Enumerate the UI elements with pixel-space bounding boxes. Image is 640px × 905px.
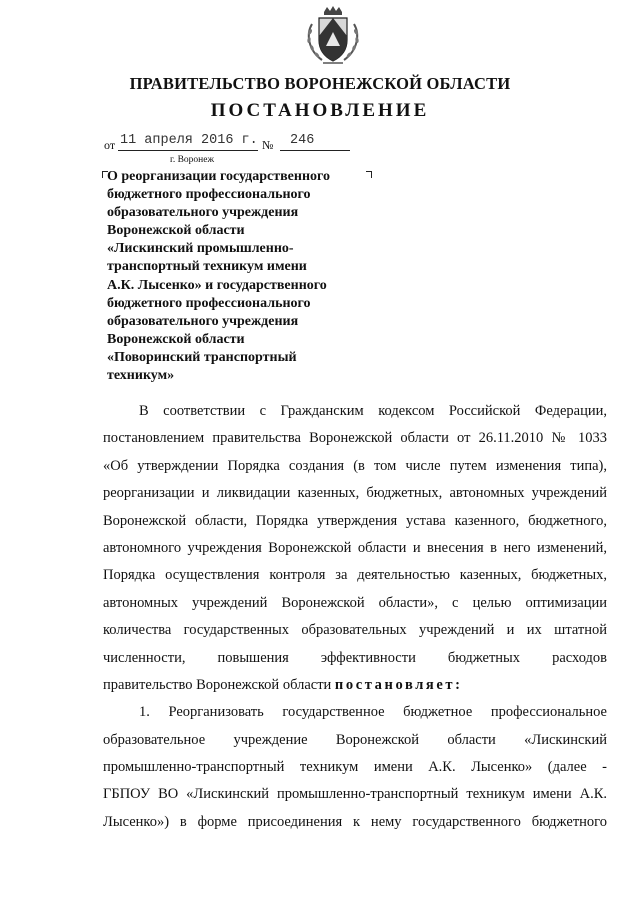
body-line: В соответствии с Гражданским кодексом Российской Федерации, bbox=[139, 403, 607, 419]
body-line: постановлением правительства Воронежской области от 26.11.2010 № 1033 bbox=[103, 430, 607, 447]
body-line: «Об утверждении Порядка создания (в том числе путем изменения типа), bbox=[103, 457, 607, 474]
date-label: от bbox=[104, 138, 116, 152]
subject-line: А.К. Лысенко» и государственного bbox=[107, 277, 327, 293]
body-line: численности, повышения эффективности бюджетных расходов bbox=[103, 649, 607, 666]
body-line: промышленно-транспортный техникум имени А.К. Лысенко» (далее - bbox=[103, 759, 607, 776]
date-value: 11 апреля 2016 г. bbox=[120, 133, 258, 148]
body-line: автономного учреждения Воронежской области и внесения в него изменений, bbox=[103, 539, 607, 556]
subject-line: бюджетного профессионального bbox=[107, 187, 311, 203]
date-underline bbox=[118, 150, 258, 151]
body-line: автономных учреждений Воронежской области», с целью оптимизации bbox=[103, 594, 607, 611]
city: г. Воронеж bbox=[170, 155, 215, 165]
number-underline bbox=[280, 150, 350, 151]
government-name: ПРАВИТЕЛЬСТВО ВОРОНЕЖСКОЙ ОБЛАСТИ bbox=[129, 74, 511, 93]
coat-of-arms-icon bbox=[300, 6, 366, 68]
body-line: образовательное учреждение Воронежской области «Лискинский bbox=[103, 731, 607, 748]
number-value: 246 bbox=[290, 133, 315, 148]
body-line-resolution bbox=[103, 672, 607, 699]
subject-line: бюджетного профессионального bbox=[107, 295, 311, 311]
subject-line: Воронежской области bbox=[107, 331, 245, 347]
subject-line: техникум» bbox=[107, 368, 175, 384]
subject-line: транспортный техникум имени bbox=[107, 259, 307, 275]
subject-line: образовательного учреждения bbox=[107, 313, 299, 329]
subject-line: О реорганизации государственного bbox=[107, 169, 331, 184]
resolution-subject: правительство Воронежской области bbox=[103, 676, 332, 693]
body-line: реорганизации и ликвидации казенных, бюджетных, автономных учреждений bbox=[103, 485, 607, 502]
number-label: № bbox=[262, 138, 274, 152]
subject-block bbox=[107, 168, 367, 385]
body-line: количества государственных образовательных учреждений и их штатной bbox=[103, 622, 607, 639]
date-number-row bbox=[104, 133, 364, 155]
body-line: Воронежской области, Порядка утверждения устава казенного, бюджетного, bbox=[103, 512, 607, 529]
document-body bbox=[103, 398, 607, 836]
subject-line: «Поворинский транспортный bbox=[107, 349, 297, 365]
body-line: Лысенко») в форме присоединения к нему государственного бюджетного bbox=[103, 813, 607, 830]
resolve-word: постановляет: bbox=[334, 676, 463, 693]
body-line: ГБПОУ ВО «Лискинский промышленно-транспортный техникум имени А.К. bbox=[103, 786, 607, 803]
body-line: 1. Реорганизовать государственное бюджетное профессиональное bbox=[139, 704, 607, 721]
document-type: ПОСТАНОВЛЕНИЕ bbox=[210, 100, 430, 121]
subject-line: «Лискинский промышленно- bbox=[107, 241, 294, 257]
subject-line: Воронежской области bbox=[107, 223, 245, 239]
body-line: Порядка осуществления контроля за деятельностью казенных, бюджетных, bbox=[103, 567, 607, 584]
subject-line: образовательного учреждения bbox=[107, 205, 299, 221]
